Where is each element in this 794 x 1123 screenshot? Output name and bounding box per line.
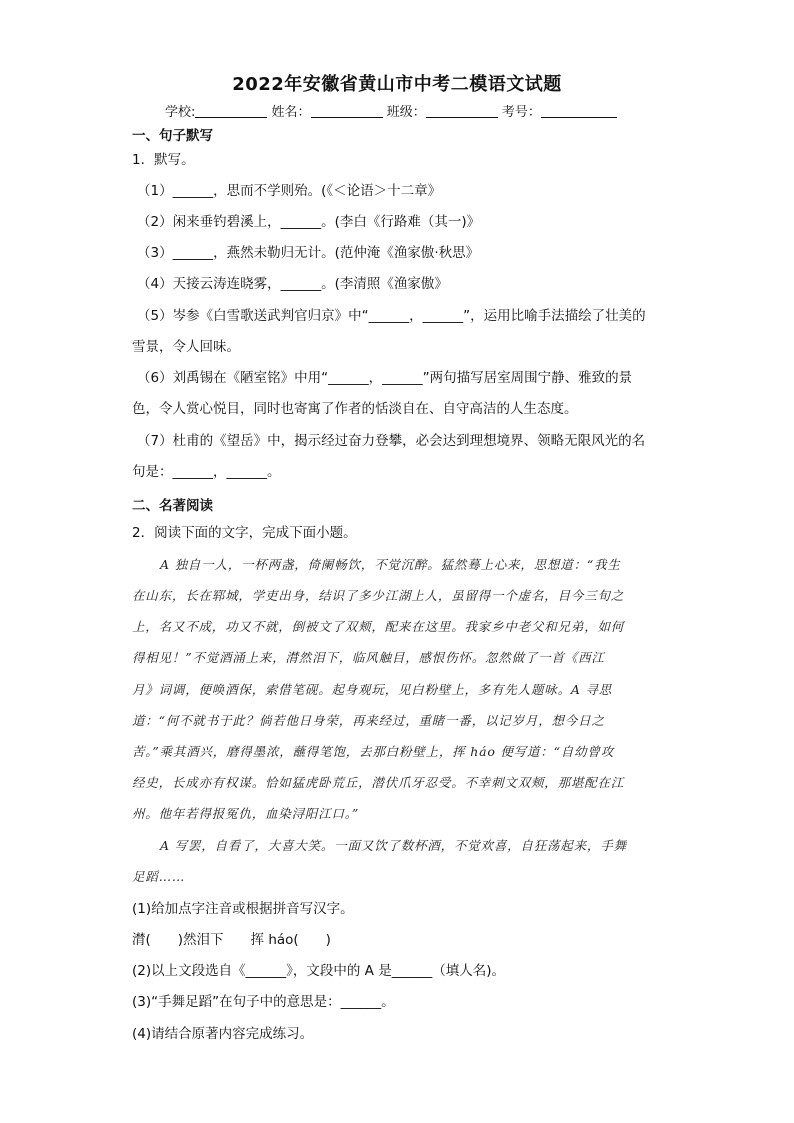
page-title: 2022年安徽省黄山市中考二模语文试题 xyxy=(232,74,562,95)
question-2-stem: 2．阅读下面的文字，完成下面小题。 xyxy=(132,525,357,541)
q1-line-7-cont: 句是：______，______。 xyxy=(132,464,281,480)
subquestion-4: (4)请结合原著内容完成练习。 xyxy=(132,1026,314,1042)
q1-line-5-cont: 雪景，令人回味。 xyxy=(132,339,240,355)
class-blank xyxy=(426,103,498,118)
passage-line-2: 在山东，长在郓城，学吏出身，结识了多少江湖上人，虽留得一个虚名，目今三旬之 xyxy=(132,588,625,603)
q1-line-4: （4）天接云涛连晓雾，______。(李清照《渔家傲》 xyxy=(137,276,448,292)
passage-line-1: A 独自一人，一杯两盏，倚阑畅饮，不觉沉醉。猛然蓦上心来，思想道：“我生 xyxy=(160,557,621,572)
passage-line-8: 经史，长成亦有权谋。恰如猛虎卧荒丘，潜伏爪牙忍受。不幸刺文双颊，那堪配在江 xyxy=(132,775,625,790)
q1-line-3: （3）______，燕然未勒归无计。(范仲淹《渔家傲·秋思》 xyxy=(137,245,480,261)
subquestion-1-items: 潸( )然泪下 挥 háo( ) xyxy=(132,932,331,948)
passage-line-9: 州。他年若得报冤仇，血染浔阳江口。” xyxy=(132,806,360,821)
exam-no-blank xyxy=(541,103,617,118)
passage-line-6: 道：“何不就书于此？倘若他日身荣，再来经过，重睹一番，以记岁月，想今日之 xyxy=(132,713,605,728)
school-blank xyxy=(195,103,267,118)
name-label: 姓名： xyxy=(271,105,311,120)
q1-line-6: （6）刘禹锡在《陋室铭》中用“______，______”两句描写居室周围宁静、雅致的景 xyxy=(137,370,633,386)
passage-line-3: 上，名又不成，功又不就，倒被文了双颊，配来在这里。我家乡中老父和兄弟，如何 xyxy=(132,619,625,634)
exam-no-label: 考号： xyxy=(501,105,541,120)
q1-line-6-cont: 色，令人赏心悦目，同时也寄寓了作者的恬淡自在、自守高洁的人生态度。 xyxy=(132,401,578,417)
passage-line-5: 月》词调，便唤酒保，索借笔砚。起身观玩，见白粉壁上，多有先人题咏。A 寻思 xyxy=(132,682,613,697)
subquestion-3: (3)“手舞足蹈”在句子中的意思是：______。 xyxy=(132,994,395,1010)
passage-line-10: A 写罢，自看了，大喜大笑。一面又饮了数杯酒，不觉欢喜，自狂荡起来，手舞 xyxy=(160,838,627,853)
q1-line-1: （1）______，思而不学则殆。(《＜论语＞十二章》 xyxy=(137,183,442,199)
q1-line-7: （7）杜甫的《望岳》中，揭示经过奋力登攀，必会达到理想境界、领略无限风光的名 xyxy=(137,433,646,449)
passage-line-11: 足蹈…… xyxy=(132,869,186,884)
subquestion-1: (1)给加点字注音或根据拼音写汉字。 xyxy=(132,901,354,917)
passage-line-4: 得相见！”不觉酒涌上来，潸然泪下，临风触目，感恨伤怀。忽然做了一首《西江 xyxy=(132,650,605,665)
passage-line-7: 苦。”乘其酒兴，磨得墨浓，蘸得笔饱，去那白粉壁上，挥 háo 便写道：“自幼曾攻 xyxy=(132,744,615,759)
class-label: 班级： xyxy=(386,105,426,120)
question-1-stem: 1．默写。 xyxy=(132,152,195,168)
section-1-heading: 一、句子默写 xyxy=(132,128,213,144)
subquestion-2: (2)以上文段选自《______》，文段中的 A 是______（填人名)。 xyxy=(132,963,505,979)
q1-line-2: （2）闲来垂钓碧溪上，______。(李白《行路难（其一)》 xyxy=(137,214,481,230)
section-2-heading: 二、名著阅读 xyxy=(132,498,213,514)
student-info-line xyxy=(165,101,617,120)
name-blank xyxy=(311,103,383,118)
school-label: 学校: xyxy=(165,105,196,120)
q1-line-5: （5）岑参《白雪歌送武判官归京》中“______，______”，运用比喻手法描绘了壮美的 xyxy=(137,308,646,324)
